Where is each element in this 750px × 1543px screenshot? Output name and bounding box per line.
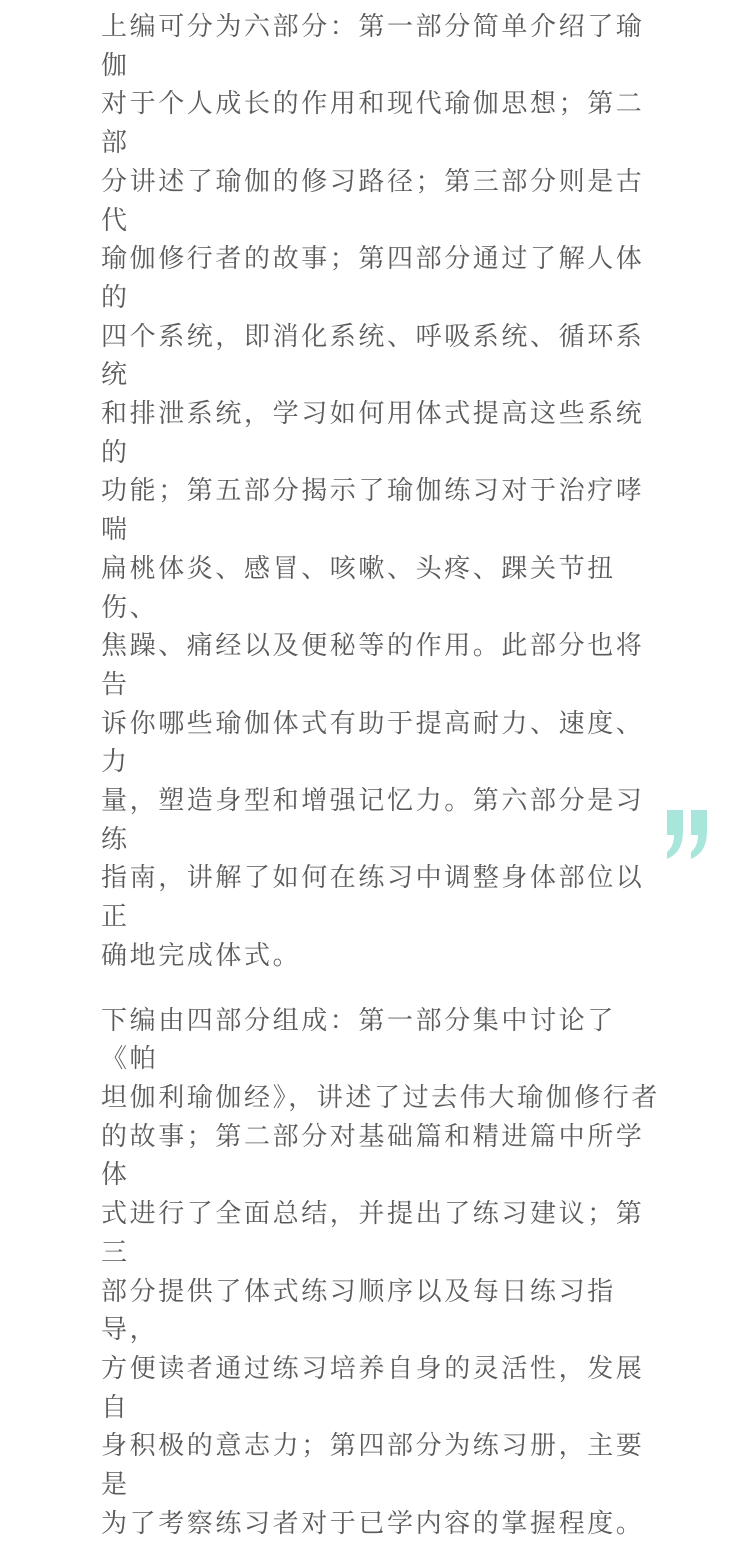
paragraph-part-two: 下编由四部分组成：第一部分集中讨论了《帕 坦伽利瑜伽经》，讲述了过去伟大瑜伽修行者 的故事；第二部分对基础篇和精进篇中所学体 式进行了全面总结，并提出了练习建议；第三 部分提供了体式练习顺序以及每日练习指导， 方便读者通过练习培养自身的灵活性，发展自 身积极的意志力；第四部分为练习册，主要是 为了考察练习者对于已学内容的掌握程度。 [101, 1005, 661, 1539]
closing-quote-icon [664, 808, 712, 860]
paragraph-part-one: 上编可分为六部分：第一部分简单介绍了瑜伽 对于个人成长的作用和现代瑜伽思想；第二部 分讲述了瑜伽的修习路径；第三部分则是古代 瑜伽修行者的故事；第四部分通过了解人体的 四个系统，即消化系统、呼吸系统、循环系统 和排泄系统，学习如何用体式提高这些系统的 功能；第五部分揭示了瑜伽练习对于治疗哮喘 扁桃体炎、感冒、咳嗽、头疼、踝关节扭伤、 焦躁、痛经以及便秘等的作用。此部分也将告 诉你哪些瑜伽体式有助于提高耐力、速度、力 量，塑造身型和增强记忆力。第六部分是习练 指南，讲解了如何在练习中调整身体部位以正 确地完成体式。 [101, 12, 645, 971]
quote-stroke-left [667, 810, 683, 859]
quote-stroke-right [691, 810, 707, 859]
article-body [101, 8, 661, 1543]
